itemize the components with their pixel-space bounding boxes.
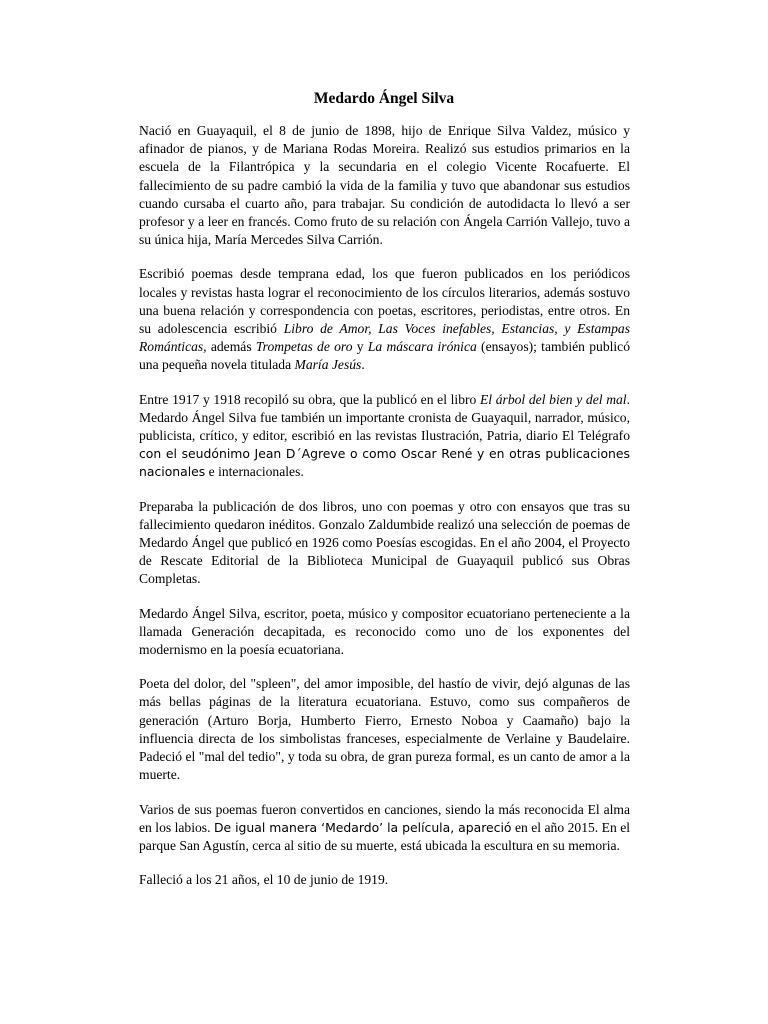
text-span: e internacionales. <box>205 464 304 480</box>
italic-novel-title: María Jesús <box>294 357 362 373</box>
text-span: además <box>206 339 256 355</box>
italic-book-title: La máscara irónica <box>367 339 477 355</box>
text-span: . <box>361 357 365 373</box>
text-span: y <box>352 339 368 355</box>
paragraph-early-works <box>139 265 630 374</box>
paragraph-compilation <box>139 391 630 482</box>
paragraph-birth: Nació en Guayaquil, el 8 de junio de 1898, hijo de Enrique Silva Valdez, músico y afinador de pianos, y de Mariana Rodas Moreira. Realizó sus estudios primarios en la escuela de la Filantrópica y la secundaria en el colegio Vicente Rocafuerte. El fallecimiento de su padre cambió la vida de la familia y tuvo que abandonar sus estudios cuando cursaba el cuarto año, para trabajar. Su condición de autodidacta lo llevó a ser profesor y a leer en francés. Como fruto de su relación con Ángela Carrión Vallejo, tuvo a su única hija, María Mercedes Silva Carrión. <box>139 123 630 248</box>
italic-book-titles: Libro de Amor, Las Voces inefables, Estancias, y Estampas Románticas, <box>139 321 630 355</box>
text-span: (ensayos); también publicó una pequeña novela titulada <box>139 339 630 373</box>
pseudonym-text: con el seudónimo Jean D´Agreve o como Oscar René y en otras publicaciones nacionales <box>139 446 630 480</box>
page-title: Medardo Ángel Silva <box>313 90 455 107</box>
italic-book-title: Trompetas de oro <box>255 339 353 355</box>
paragraph-generation: Medardo Ángel Silva, escritor, poeta, músico y compositor ecuatoriano perteneciente a la llamada Generación decapitada, es reconocido como uno de los exponentes del modernismo en la poesía ecuatoriana. <box>139 605 630 658</box>
text-span: Escribió poemas desde temprana edad, los que fueron publicados en los periódicos locales y revistas hasta lograr el reconocimiento de los círculos literarios, además sostuvo una buena relación y correspondencia con poetas, escritores, periodistas, entre otros. En su adolescencia escribió <box>139 266 630 337</box>
paragraph-poet-of-pain: Poeta del dolor, del "spleen", del amor imposible, del hastío de vivir, dejó algunas de las más bellas páginas de la literatura ecuatoriana. Estuvo, como sus compañeros de generación (Arturo Borja, Humberto Fierro, Ernesto Noboa y Caamaño) bajo la influencia directa de los simbolistas franceses, especialmente de Verlaine y Baudelaire. Padeció el "mal del tedio", y toda su obra, de gran pureza formal, es un canto de amor a la muerte. <box>139 676 630 783</box>
film-text: De igual manera ‘Medardo’ la película, apareció <box>213 819 512 835</box>
italic-book-title: El árbol del bien y del mal <box>480 391 627 407</box>
text-span: Varios de sus poemas fueron convertidos en canciones, siendo la más reconocida El alma en los labios. <box>139 801 630 835</box>
text-span: . Medardo Ángel Silva fue también un importante cronista de Guayaquil, narrador, músico, publicista, crítico, y editor, escribió en las revistas Ilustración, Patria, diario El Telégrafo <box>139 391 630 444</box>
document-body <box>139 122 630 905</box>
paragraph-songs <box>139 801 630 856</box>
paragraph-posthumous: Preparaba la publicación de dos libros, uno con poemas y otro con ensayos que tras su fallecimiento quedaron inéditos. Gonzalo Zaldumbide realizó una selección de poemas de Medardo Ángel que publicó en 1926 como Poesías escogidas. En el año 2004, el Proyecto de Rescate Editorial de la Biblioteca Municipal de Guayaquil publicó sus Obras Completas. <box>139 498 630 587</box>
text-span: Entre 1917 y 1918 recopiló su obra, que la publicó en el libro <box>139 391 480 407</box>
paragraph-death: Falleció a los 21 años, el 10 de junio de 1919. <box>139 872 389 888</box>
text-span: en el año 2015. En el parque San Agustín, cerca al sitio de su muerte, está ubicada la escultura en su memoria. <box>139 819 631 853</box>
